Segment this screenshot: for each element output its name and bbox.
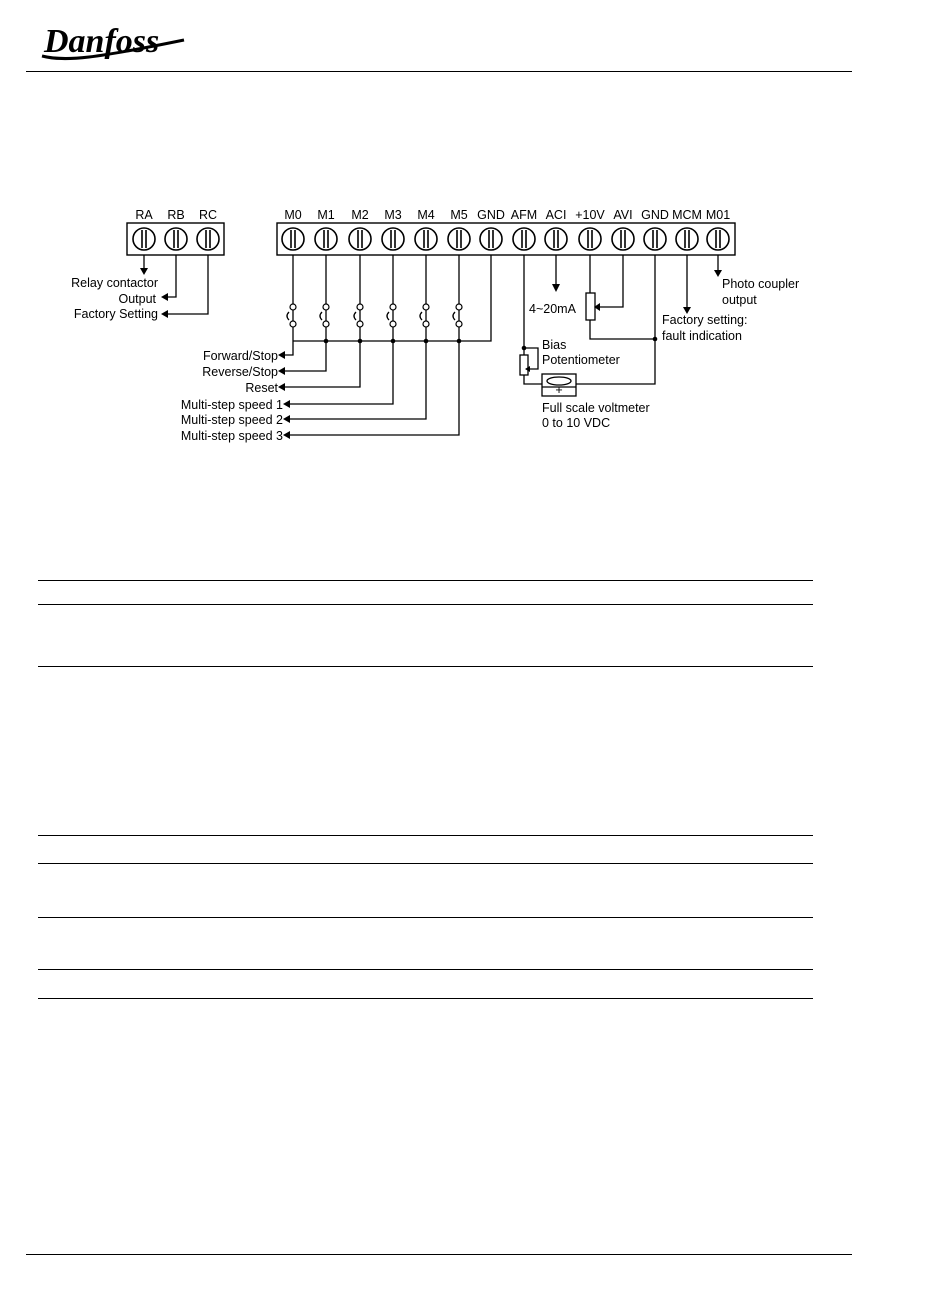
- terminal-screw-1: [315, 228, 337, 250]
- terminal-screw-5: [448, 228, 470, 250]
- terminal-screw-11: [644, 228, 666, 250]
- label-vdc: 0 to 10 VDC: [542, 416, 611, 430]
- terminal-label-gnd2: GND: [641, 208, 669, 222]
- terminal-label-m1: M1: [317, 208, 335, 222]
- terminal-screw-4: [415, 228, 437, 250]
- terminal-label-gnd: GND: [477, 208, 505, 222]
- terminal-screw-6: [480, 228, 502, 250]
- label-ms1: Multi-step speed 1: [180, 398, 283, 412]
- label-factory-setting-fault: Factory setting:: [662, 313, 748, 327]
- terminal-screw-0: [282, 228, 304, 250]
- label-ms2: Multi-step speed 2: [180, 413, 283, 427]
- terminal-screw-13: [707, 228, 729, 250]
- label-4-20ma: 4~20mA: [529, 302, 576, 316]
- terminal-screw-rc: [197, 228, 219, 250]
- terminal-label-avi: AVI: [613, 208, 633, 222]
- terminal-screw-9: [579, 228, 601, 250]
- terminal-label-m2: M2: [351, 208, 369, 222]
- terminal-screw-8: [545, 228, 567, 250]
- table-rule: [38, 666, 813, 667]
- label-bias: Bias: [542, 338, 567, 352]
- table-rule: [38, 863, 813, 864]
- table-rule: [38, 835, 813, 836]
- terminal-screw-12: [676, 228, 698, 250]
- label-reverse-stop: Reverse/Stop: [202, 365, 278, 379]
- label-factory-setting: Factory Setting: [73, 307, 158, 321]
- label-relay-contactor: Relay contactor: [71, 276, 158, 290]
- label-ms3: Multi-step speed 3: [180, 429, 283, 443]
- footer-rule: [26, 1254, 852, 1255]
- label-photo-coupler: Photo coupler: [722, 277, 800, 291]
- table-rule: [38, 917, 813, 918]
- label-potentiometer: Potentiometer: [542, 353, 620, 367]
- terminal-label-m0: M0: [284, 208, 302, 222]
- terminal-label-m01: M01: [705, 208, 731, 222]
- terminal-label-mcm: MCM: [672, 208, 702, 222]
- table-rule: [38, 969, 813, 970]
- label-forward-stop: Forward/Stop: [202, 349, 278, 363]
- label-voltmeter: Full scale voltmeter: [542, 401, 650, 415]
- table-rule: [38, 604, 813, 605]
- label-output: Output: [118, 292, 156, 306]
- terminal-screw-10: [612, 228, 634, 250]
- terminal-screw-2: [349, 228, 371, 250]
- terminal-label-aci: ACI: [545, 208, 567, 222]
- terminal-label-10v: +10V: [575, 208, 605, 222]
- terminal-screw-ra: [133, 228, 155, 250]
- terminal-label-m5: M5: [450, 208, 468, 222]
- logo-text: Danfoss: [44, 23, 160, 60]
- terminal-screw-3: [382, 228, 404, 250]
- terminal-label-ra: RA: [135, 208, 153, 222]
- terminal-label-m3: M3: [384, 208, 402, 222]
- terminal-label-rc: RC: [198, 208, 218, 222]
- svg-text:+: +: [555, 383, 563, 397]
- label-fault-indication: fault indication: [662, 329, 742, 343]
- label-reset: Reset: [245, 381, 278, 395]
- table-rule: [38, 998, 813, 999]
- terminal-screw-7: [513, 228, 535, 250]
- label-photo-output: output: [722, 293, 757, 307]
- terminal-label-afm: AFM: [510, 208, 538, 222]
- terminal-label-rb: RB: [167, 208, 185, 222]
- wiring-diagram: [0, 0, 950, 520]
- terminal-screw-rb: [165, 228, 187, 250]
- terminal-label-m4: M4: [417, 208, 435, 222]
- table-rule: [38, 580, 813, 581]
